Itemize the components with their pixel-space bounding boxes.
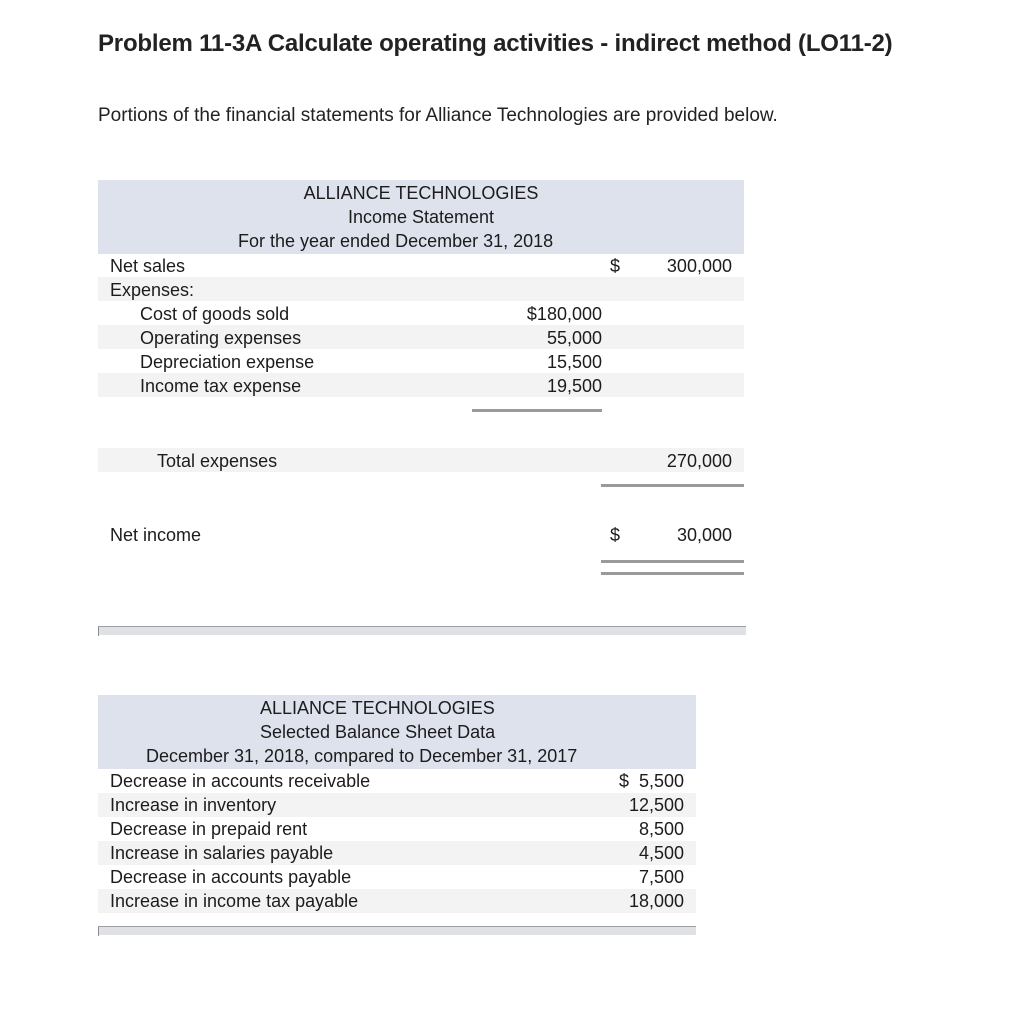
is-period: For the year ended December 31, 2018	[238, 231, 554, 251]
bs-row-label: Decrease in accounts receivable	[110, 771, 371, 791]
bs-row-label: Increase in inventory	[110, 795, 277, 815]
bs-row-amount: 8,500	[638, 819, 684, 839]
expense-label: Cost of goods sold	[140, 304, 290, 324]
bs-company-name: ALLIANCE TECHNOLOGIES	[260, 698, 495, 718]
net-income-label: Net income	[110, 525, 202, 545]
bs-row-amount: 18,000	[628, 891, 684, 911]
bs-row-amount: $ 5,500	[618, 771, 684, 791]
net-income-amount: 30,000	[676, 525, 732, 545]
intro-text: Portions of the financial statements for Alliance Technologies are provided below.	[98, 105, 778, 126]
expenses-label: Expenses:	[110, 280, 195, 300]
total-rule	[601, 484, 744, 487]
row-shade	[98, 277, 744, 301]
bs-row-amount: 12,500	[628, 795, 684, 815]
expense-label: Operating expenses	[140, 328, 302, 348]
double-rule-bottom	[601, 572, 744, 575]
bs-row-label: Increase in salaries payable	[110, 843, 334, 863]
total-expenses-label: Total expenses	[157, 451, 278, 471]
problem-title: Problem 11-3A Calculate operating activities - indirect method (LO11-2)	[98, 30, 893, 57]
is-statement-name: Income Statement	[347, 207, 495, 227]
table-bottom-frame	[98, 926, 696, 935]
net-income-currency: $	[610, 525, 621, 545]
bs-period: December 31, 2018, compared to December 31, 2017	[146, 746, 578, 766]
expense-amount: 19,500	[546, 376, 602, 396]
total-expenses-amount: 270,000	[666, 451, 732, 471]
net-sales-currency: $	[610, 256, 621, 276]
bs-row-amount: 4,500	[638, 843, 684, 863]
expense-label: Depreciation expense	[140, 352, 315, 372]
bs-row-label: Decrease in prepaid rent	[110, 819, 308, 839]
bs-row-label: Increase in income tax payable	[110, 891, 359, 911]
bs-row-label: Decrease in accounts payable	[110, 867, 352, 887]
subtotal-rule	[472, 409, 602, 412]
expense-amount: 55,000	[546, 328, 602, 348]
expense-label: Income tax expense	[140, 376, 302, 396]
double-rule-top	[601, 560, 744, 563]
bs-row-amount: 7,500	[638, 867, 684, 887]
table-bottom-frame	[98, 626, 746, 635]
net-sales-amount: 300,000	[666, 256, 732, 276]
net-sales-label: Net sales	[110, 256, 186, 276]
expense-amount: $180,000	[526, 304, 602, 324]
expense-amount: 15,500	[546, 352, 602, 372]
bs-title: Selected Balance Sheet Data	[260, 722, 496, 742]
is-company-name: ALLIANCE TECHNOLOGIES	[303, 183, 539, 203]
